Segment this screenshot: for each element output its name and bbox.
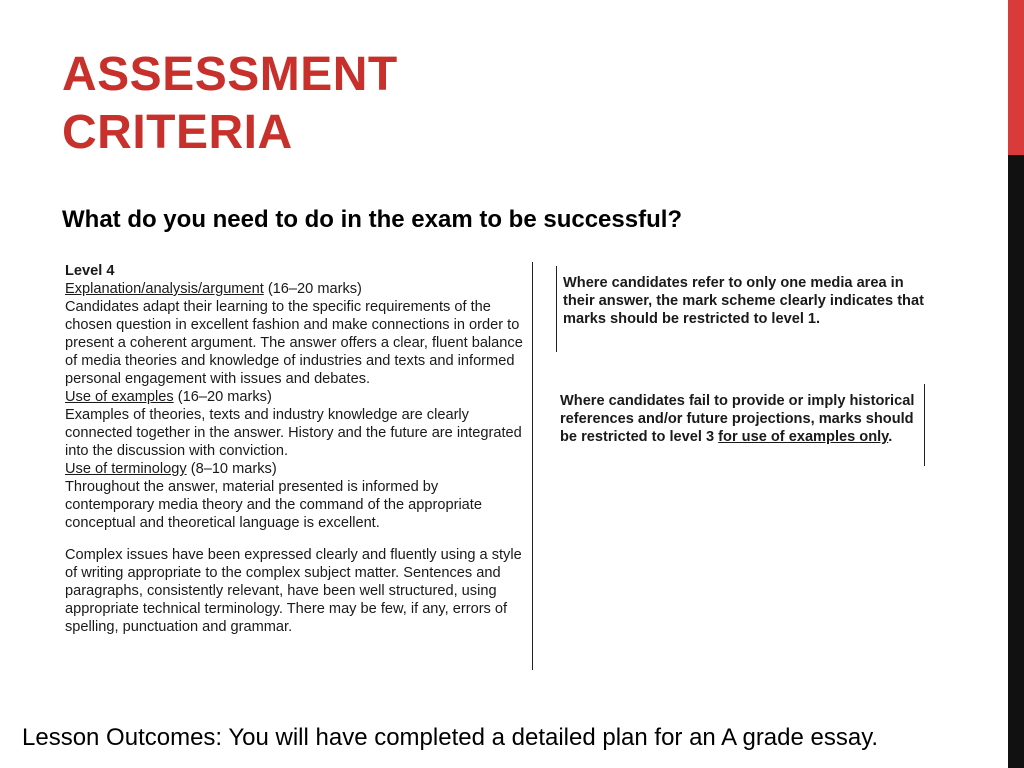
column-divider [532,262,533,670]
section-explanation-label: Explanation/analysis/argument [65,281,264,297]
section-examples-body: Examples of theories, texts and industry knowledge are clearly connected together in the answer. History and the future are integrated into the discussion with conviction. [65,407,522,459]
side-accent-bar-dark [1008,155,1024,768]
lesson-outcomes: Lesson Outcomes: You will have completed a detailed plan for an A grade essay. [22,724,879,751]
section-explanation-body: Candidates adapt their learning to the specific requirements of the chosen question in excellent fashion and make connections in order to present a coherent argument. The answer offers a clear, fluent balance of media theories and knowledge of industries and texts and informed personal engagement with issues and debates. [65,299,523,387]
note-one-media-area: Where candidates refer to only one media area in their answer, the mark scheme clearly indicates that marks should be restricted to level 1. [563,275,924,327]
section-terminology [65,460,527,478]
section-terminology-label: Use of terminology [65,461,187,477]
slide-title-line1: ASSESSMENT [62,48,398,101]
section-examples-label: Use of examples [65,389,174,405]
level-4-criteria [65,262,527,636]
section-explanation [65,280,527,298]
note2-underlined: for use of examples only [718,429,889,445]
note2-divider [924,384,925,466]
slide-title [62,46,398,162]
side-accent-bar-red [1008,0,1024,155]
slide-title-line2: CRITERIA [62,106,293,159]
note2-text: Where candidates fail to provide or imply historical references and/or future projections, marks should be restricted to level 3 [560,393,915,445]
closing-paragraph: Complex issues have been expressed clearly and fluently using a style of writing appropriate to the complex subject matter. Sentences and paragraphs, consistently relevant, have been well structured, using appropriate technical terminology. There may be few, if any, errors of spelling, punctuation and grammar. [65,547,522,635]
section-examples-marks: (16–20 marks) [173,389,272,405]
level-heading: Level 4 [65,263,115,279]
section-terminology-marks: (8–10 marks) [186,461,277,477]
note-historical-references [560,392,920,446]
section-terminology-body: Throughout the answer, material presented is informed by contemporary media theory and the command of the appropriate conceptual and theoretical language is excellent. [65,479,482,531]
spacer [65,532,527,546]
note1-divider [556,266,557,352]
note2-suffix: . [888,429,893,445]
section-explanation-marks: (16–20 marks) [263,281,362,297]
slide-subtitle: What do you need to do in the exam to be successful? [62,206,683,233]
section-examples [65,388,527,406]
